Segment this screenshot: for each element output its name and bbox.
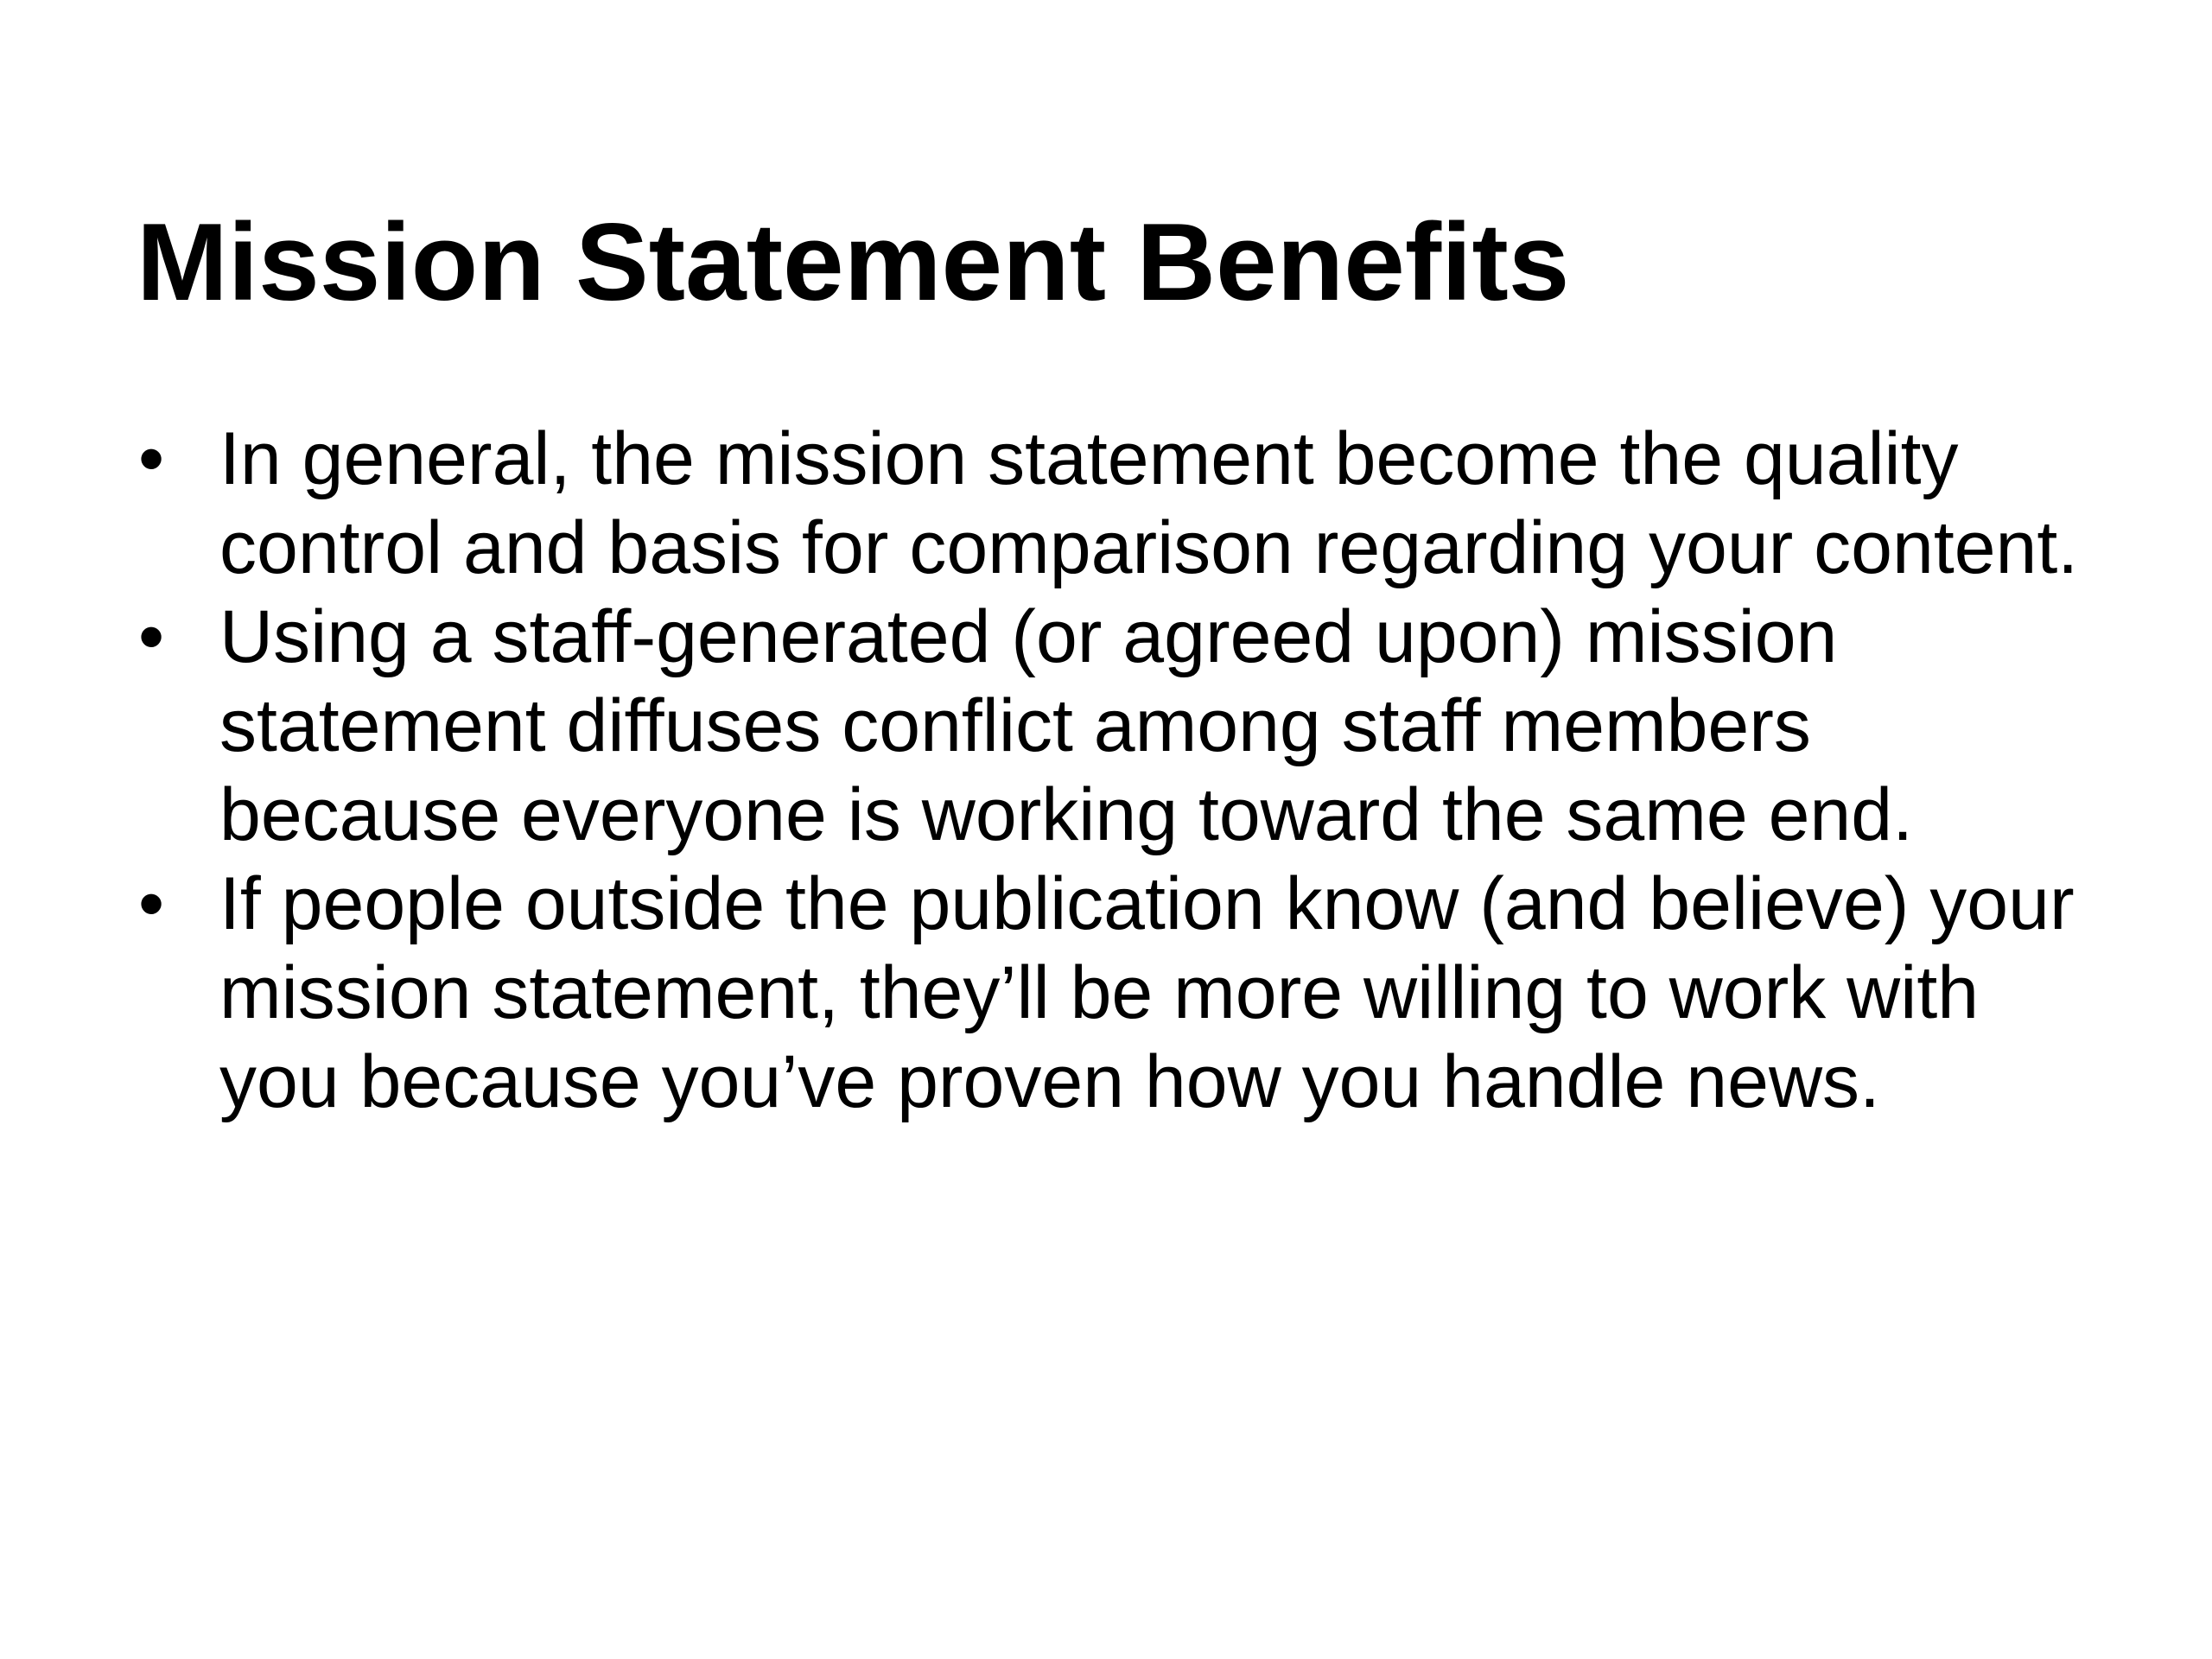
slide-title: Mission Statement Benefits bbox=[137, 200, 1570, 323]
bullet-item-1 bbox=[137, 415, 2124, 593]
bullet-text-line: because everyone is working toward the same end. bbox=[219, 773, 1913, 856]
bullet-item-2 bbox=[137, 593, 2124, 860]
bullet-marker: • bbox=[138, 595, 165, 678]
bullet-list bbox=[137, 415, 2124, 1127]
bullet-text-line: In general, the mission statement become the quality bbox=[219, 417, 1959, 500]
bullet-text-line: control and basis for comparison regarding your content. bbox=[219, 506, 2079, 589]
bullet-text-line: you because you’ve proven how you handle news. bbox=[219, 1040, 1880, 1123]
bullet-marker: • bbox=[138, 417, 165, 500]
bullet-text-line: Using a staff-generated (or agreed upon) mission bbox=[219, 595, 1838, 678]
bullet-marker: • bbox=[138, 862, 165, 945]
bullet-text-line: If people outside the publication know (and believe) your bbox=[219, 862, 2075, 945]
bullet-text-line: statement diffuses conflict among staff members bbox=[219, 684, 1811, 767]
bullet-text-line: mission statement, they’ll be more willing to work with bbox=[219, 951, 1980, 1034]
bullet-item-3 bbox=[137, 860, 2124, 1127]
